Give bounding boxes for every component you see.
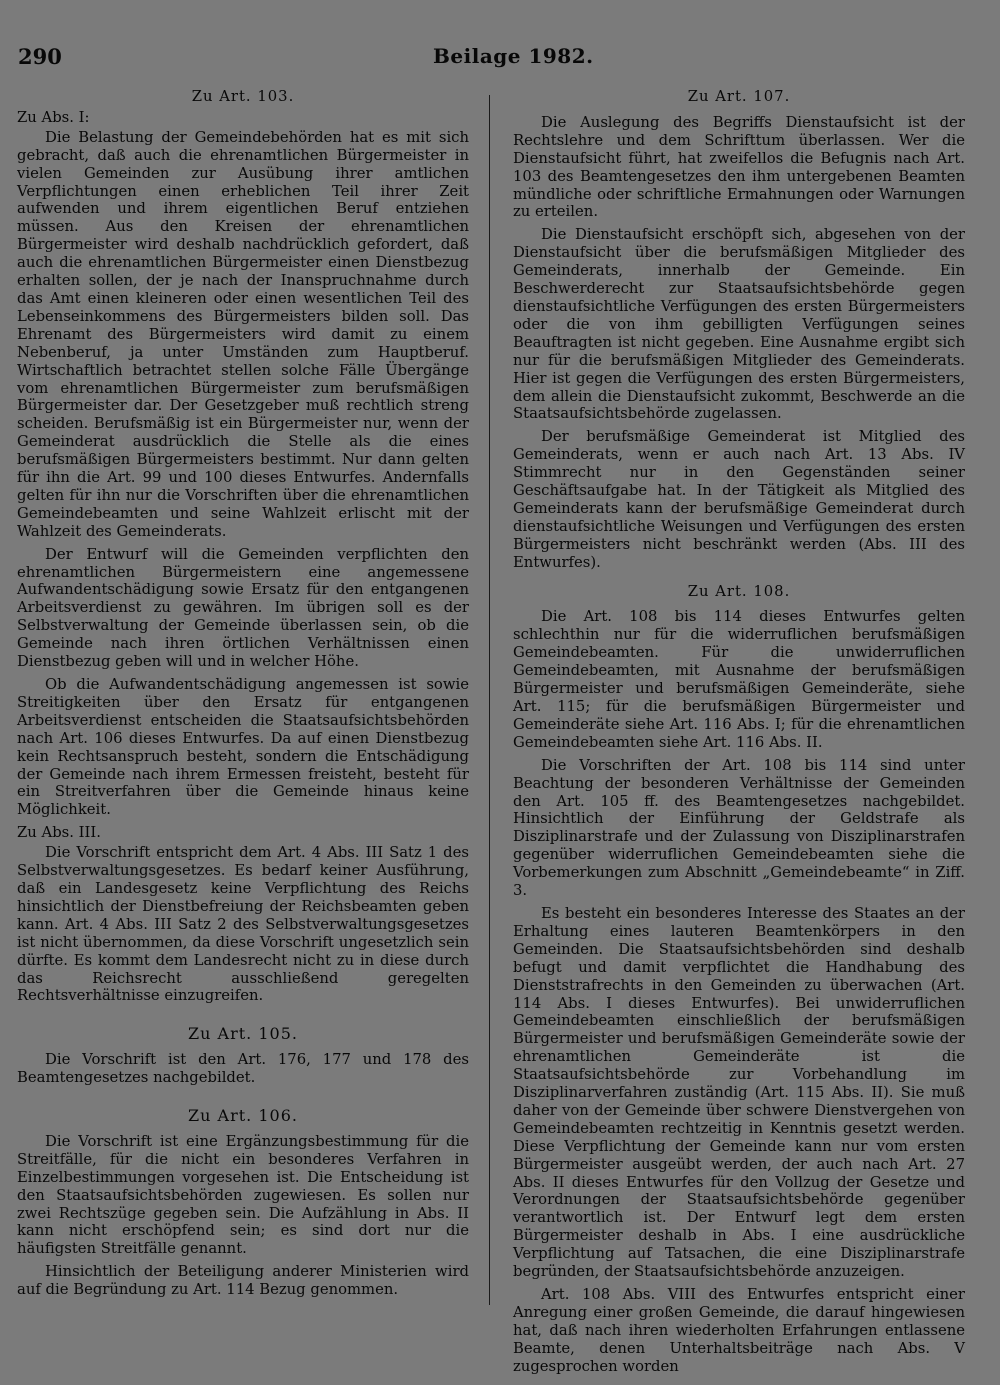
paragraph: Die Vorschrift ist den Art. 176, 177 und 178 des Beamtengesetzes nachgebildet. <box>17 1051 469 1087</box>
paragraph: Die Art. 108 bis 114 dieses Entwurfes gelten schlechthin nur für die widerruflichen berufsmäßigen Gemeindebeamten. Für die unwiderruflichen Gemeindebeamten, mit Ausnahme der berufsmäßigen Bürgermeister und berufsmäßigen Gemeinderäte, siehe Art. 115; für die berufsmäßigen Bürgermeister und Gemeinderäte siehe Art. 116 Abs. I; für die ehrenamtlichen Gemeindebeamten siehe Art. 116 Abs. II. <box>513 608 965 751</box>
paragraph: Art. 108 Abs. VIII des Entwurfes entspricht einer Anregung einer großen Gemeinde, die darauf hingewiesen hat, daß nach ihren wiederholten Erfahrungen entlassene Beamte, denen Unterhaltsbeiträge nach Abs. V zugesprochen worden <box>513 1286 965 1375</box>
section-heading-art-108: Zu Art. 108. <box>687 582 791 600</box>
page-header-title: Beilage 1982. <box>433 44 594 68</box>
paragraph: Die Belastung der Gemeindebehörden hat es mit sich gebracht, daß auch die ehrenamtlichen Bürgermeister in vielen Gemeinden zur Ausübung ihrer amtlichen Verpflichtungen einen erheblichen Teil ihrer Zeit aufwenden und ihrem eigentlichen Beruf entziehen müssen. Aus den Kreisen der ehrenamtlichen Bürgermeister wird deshalb nachdrücklich gefordert, daß auch die ehrenamtlichen Bürgermeister einen Dienstbezug erhalten sollen, der je nach der Inanspruchnahme durch das Amt einen kleineren oder einen wesentlichen Teil des Lebenseinkommens des Bürgermeisters bilden soll. Das Ehrenamt des Bürgermeisters wird damit zu einem Nebenberuf, ja unter Umständen zum Hauptberuf. Wirtschaftlich betrachtet stellen solche Fälle Übergänge vom ehrenamtlichen Bürgermeister zum berufsmäßigen Bürgermeister dar. Der Gesetzgeber muß rechtlich streng scheiden. Berufsmäßig ist ein Bürgermeister nur, wenn der Gemeinderat ausdrücklich die Stelle als die eines berufsmäßigen Bürgermeisters bestimmt. Nur dann gelten für ihn die Art. 99 und 100 dieses Entwurfes. Andernfalls gelten für ihn nur die Vorschriften über die ehrenamtlichen Gemeindebeamten und seine Wahlzeit erlischt mit der Wahlzeit des Gemeinderats. <box>17 128 469 540</box>
paragraph: Die Vorschrift entspricht dem Art. 4 Abs. III Satz 1 des Selbstverwaltungsgesetzes. Es bedarf keiner Ausführung, daß ein Landesgesetz keine Verpflichtung des Reichs hinsichtlich der Dienstbefreiung der Reichsbeamten geben kann. Art. 4 Abs. III Satz 2 des Selbstverwaltungsgesetzes ist nicht übernommen, da diese Vorschrift ungesetzlich sein dürfte. Es kommt dem Landesrecht nicht zu in diese durch das Reichsrecht ausschließend geregelten Rechtsverhältnisse einzugreifen. <box>17 844 469 1005</box>
paragraph: Die Vorschriften der Art. 108 bis 114 sind unter Beachtung der besonderen Verhältnisse der Gemeinden den Art. 105 ff. des Beamtengesetzes nachgebildet. Hinsichtlich der Einführung der Geldstrafe als Disziplinarstrafe und der Zulassung von Disziplinarstrafen gegenüber widerruflichen Gemeindebeamten siehe die Vorbemerkungen zum Abschnitt „Gemeindebeamte“ in Ziff. 3. <box>513 756 965 900</box>
paragraph: Es besteht ein besonderes Interesse des Staates an der Erhaltung eines lauteren Beamtenkörpers in den Gemeinden. Die Staatsaufsichtsbehörden sind deshalb befugt und damit verpflichtet die Handhabung des Dienststrafrechts in den Gemeinden zu überwachen (Art. 114 Abs. I dieses Entwurfes). Bei unwiderruflichen Gemeindebeamten einschließlich der berufsmäßigen Bürgermeister und berufsmäßigen Gemeinderäte sowie der ehrenamtlichen Gemeinderäte ist die Staatsaufsichtsbehörde zur Vorbehandlung im Disziplinarverfahren zuständig (Art. 115 Abs. II). Sie muß daher von der Gemeinde über schwere Dienstvergehen von Gemeindebeamten rechtzeitig in Kenntnis gesetzt werden. Diese Verpflichtung der Gemeinde kann nur vom ersten Bürgermeister ausgeübt werden, der auch nach Art. 27 Abs. II dieses Entwurfes für den Vollzug der Gesetze und Verordnungen der Staatsaufsichtsbehörde gegenüber verantwortlich ist. Der Entwurf legt dem ersten Bürgermeister deshalb in Abs. I eine ausdrückliche Verpflichtung auf Tatsachen, die eine Disziplinarstrafe begründen, der Staatsaufsichtsbehörde anzuzeigen. <box>513 904 965 1281</box>
paragraph: Ob die Aufwandentschädigung angemessen ist sowie Streitigkeiten über den Ersatz für entgangenen Arbeitsverdienst entscheiden die Staatsaufsichtsbehörden nach Art. 106 dieses Entwurfes. Da auf einen Dienstbezug kein Rechtsanspruch besteht, sondern die Entschädigung der Gemeinde nach ihrem Ermessen freisteht, besteht für ein Streitverfahren über die Gemeinde hinaus keine Möglichkeit. <box>17 676 469 819</box>
paragraph: Die Auslegung des Begriffs Dienstaufsicht ist der Rechtslehre und dem Schrifttum überlassen. Wer die Dienstaufsicht führt, hat zweifellos die Befugnis nach Art. 103 des Beamtengesetzes den ihm untergebenen Beamten mündliche oder schriftliche Ermahnungen oder Warnungen zu erteilen. <box>513 113 965 221</box>
paragraph: Der berufsmäßige Gemeinderat ist Mitglied des Gemeinderats, wenn er auch nach Art. 13 Abs. IV Stimmrecht nur in den Gegenständen seiner Geschäftsaufgabe hat. In der Tätigkeit als Mitglied des Gemeinderats kann der berufsmäßige Gemeinderat durch dienstaufsichtliche Weisungen und Verfügungen des ersten Bürgermeisters nicht beschränkt werden (Abs. III des Entwurfes). <box>513 428 965 571</box>
subsection-heading-abs-1: Zu Abs. I: <box>17 108 90 126</box>
paragraph: Der Entwurf will die Gemeinden verpflichten den ehrenamtlichen Bürgermeistern eine angemessene Aufwandentschädigung sowie Ersatz für den entgangenen Arbeitsverdienst zu gewähren. Im übrigen soll es der Selbstverwaltung der Gemeinde überlassen sein, ob die Gemeinde nach ihren örtlichen Verhältnissen einen Dienstbezug geben will und in welcher Höhe. <box>17 545 469 671</box>
page-number: 290 <box>18 44 62 69</box>
left-column <box>17 88 469 1304</box>
subsection-heading-abs-3: Zu Abs. III. <box>17 824 101 842</box>
section-heading-art-105: Zu Art. 105. <box>188 1024 298 1044</box>
section-heading-art-107: Zu Art. 107. <box>687 88 791 105</box>
column-divider <box>489 95 490 1305</box>
right-column <box>513 88 965 1381</box>
paragraph: Die Dienstaufsicht erschöpft sich, abgesehen von der Dienstaufsicht über die berufsmäßigen Mitglieder des Gemeinderats, innerhalb der Gemeinde. Ein Beschwerderecht zur Staatsaufsichtsbehörde gegen dienstaufsichtliche Verfügungen des ersten Bürgermeisters oder die von ihm gebilligten Verfügungen seines Beauftragten ist nicht gegeben. Eine Ausnahme ergibt sich nur für die berufsmäßigen Mitglieder des Gemeinderats. Hier ist gegen die Verfügungen des ersten Bürgermeisters, dem allein die Dienstaufsicht zukommt, Beschwerde an die Staatsaufsichtsbehörde zugelassen. <box>513 226 965 423</box>
paragraph: Die Vorschrift ist eine Ergänzungsbestimmung für die Streitfälle, für die nicht ein besonderes Verfahren in Einzelbestimmungen vorgesehen ist. Die Entscheidung ist den Staatsaufsichtsbehörden zugewiesen. Es sollen nur zwei Rechtszüge gegeben sein. Die Aufzählung in Abs. II kann nicht erschöpfend sein; es sind dort nur die häufigsten Streitfälle genannt. <box>17 1132 469 1258</box>
paragraph: Hinsichtlich der Beteiligung anderer Ministerien wird auf die Begründung zu Art. 114 Bezug genommen. <box>17 1263 469 1299</box>
section-heading-art-103: Zu Art. 103. <box>191 88 295 105</box>
section-heading-art-106: Zu Art. 106. <box>188 1106 298 1126</box>
